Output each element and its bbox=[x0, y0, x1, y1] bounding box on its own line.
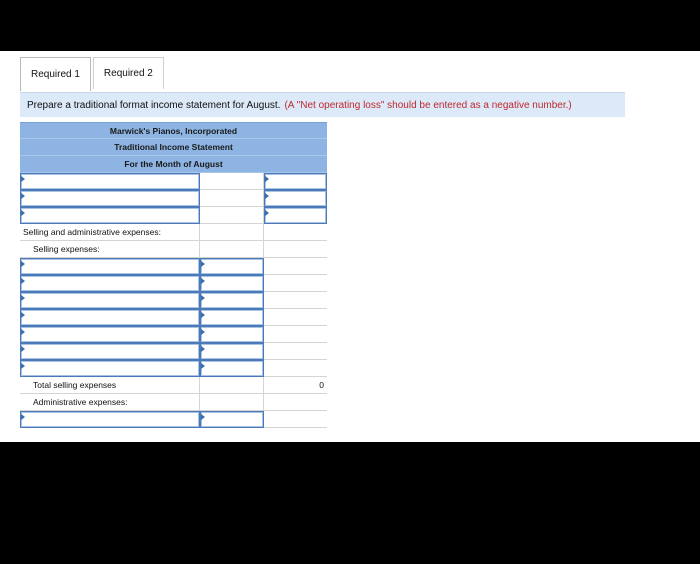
selling-expense-amount-input[interactable] bbox=[200, 275, 264, 292]
instruction-text: Prepare a traditional format income statement for August. bbox=[27, 99, 281, 111]
table-row bbox=[20, 275, 327, 292]
instruction-bar bbox=[20, 92, 625, 117]
total-amount-input[interactable] bbox=[264, 190, 327, 207]
selling-expense-name-input[interactable] bbox=[20, 275, 200, 292]
table-row bbox=[20, 207, 327, 224]
instruction-note: (A "Net operating loss" should be entered as a negative number.) bbox=[284, 99, 572, 111]
total-selling-expenses-label: Total selling expenses bbox=[20, 377, 200, 394]
line-item-input[interactable] bbox=[20, 190, 200, 207]
total-cell bbox=[264, 258, 327, 275]
total-cell bbox=[264, 360, 327, 377]
line-item-input[interactable] bbox=[20, 173, 200, 190]
table-row bbox=[20, 173, 327, 190]
total-cell bbox=[264, 224, 327, 241]
table-row bbox=[20, 360, 327, 377]
table-row bbox=[20, 224, 327, 241]
table-row bbox=[20, 326, 327, 343]
total-cell bbox=[264, 394, 327, 411]
selling-expense-amount-input[interactable] bbox=[200, 343, 264, 360]
total-cell bbox=[264, 343, 327, 360]
selling-expense-amount-input[interactable] bbox=[200, 360, 264, 377]
amount-cell bbox=[200, 207, 264, 224]
company-name-header: Marwick's Pianos, Incorporated bbox=[20, 122, 327, 139]
total-cell bbox=[264, 309, 327, 326]
selling-expense-amount-input[interactable] bbox=[200, 258, 264, 275]
table-row bbox=[20, 241, 327, 258]
total-cell bbox=[264, 275, 327, 292]
selling-expense-amount-input[interactable] bbox=[200, 309, 264, 326]
statement-period-header: For the Month of August bbox=[20, 156, 327, 173]
admin-expense-name-input[interactable] bbox=[20, 411, 200, 428]
selling-expense-name-input[interactable] bbox=[20, 309, 200, 326]
table-row bbox=[20, 190, 327, 207]
selling-expense-name-input[interactable] bbox=[20, 258, 200, 275]
selling-expense-name-input[interactable] bbox=[20, 292, 200, 309]
income-statement-table bbox=[20, 122, 327, 428]
amount-cell bbox=[200, 224, 264, 241]
line-item-input[interactable] bbox=[20, 207, 200, 224]
amount-cell bbox=[200, 241, 264, 258]
total-amount-input[interactable] bbox=[264, 173, 327, 190]
question-panel bbox=[0, 51, 700, 442]
statement-title-header: Traditional Income Statement bbox=[20, 139, 327, 156]
tab-required-1[interactable]: Required 1 bbox=[20, 57, 91, 91]
table-row bbox=[20, 343, 327, 360]
amount-cell bbox=[200, 377, 264, 394]
amount-cell bbox=[200, 173, 264, 190]
tab-bar bbox=[20, 57, 166, 91]
selling-expense-amount-input[interactable] bbox=[200, 292, 264, 309]
table-row bbox=[20, 309, 327, 326]
table-row bbox=[20, 394, 327, 411]
tab-required-2[interactable]: Required 2 bbox=[93, 57, 164, 89]
table-row bbox=[20, 411, 327, 428]
administrative-expenses-label: Administrative expenses: bbox=[20, 394, 200, 411]
total-amount-input[interactable] bbox=[264, 207, 327, 224]
admin-expense-amount-input[interactable] bbox=[200, 411, 264, 428]
selling-expense-name-input[interactable] bbox=[20, 326, 200, 343]
selling-expenses-label: Selling expenses: bbox=[20, 241, 200, 258]
total-cell bbox=[264, 411, 327, 428]
selling-expense-name-input[interactable] bbox=[20, 360, 200, 377]
amount-cell bbox=[200, 394, 264, 411]
total-cell bbox=[264, 241, 327, 258]
table-row bbox=[20, 377, 327, 394]
table-row bbox=[20, 258, 327, 275]
total-selling-expenses-value: 0 bbox=[264, 377, 327, 394]
amount-cell bbox=[200, 190, 264, 207]
selling-admin-label: Selling and administrative expenses: bbox=[20, 224, 200, 241]
table-row bbox=[20, 292, 327, 309]
selling-expense-amount-input[interactable] bbox=[200, 326, 264, 343]
total-cell bbox=[264, 292, 327, 309]
total-cell bbox=[264, 326, 327, 343]
selling-expense-name-input[interactable] bbox=[20, 343, 200, 360]
